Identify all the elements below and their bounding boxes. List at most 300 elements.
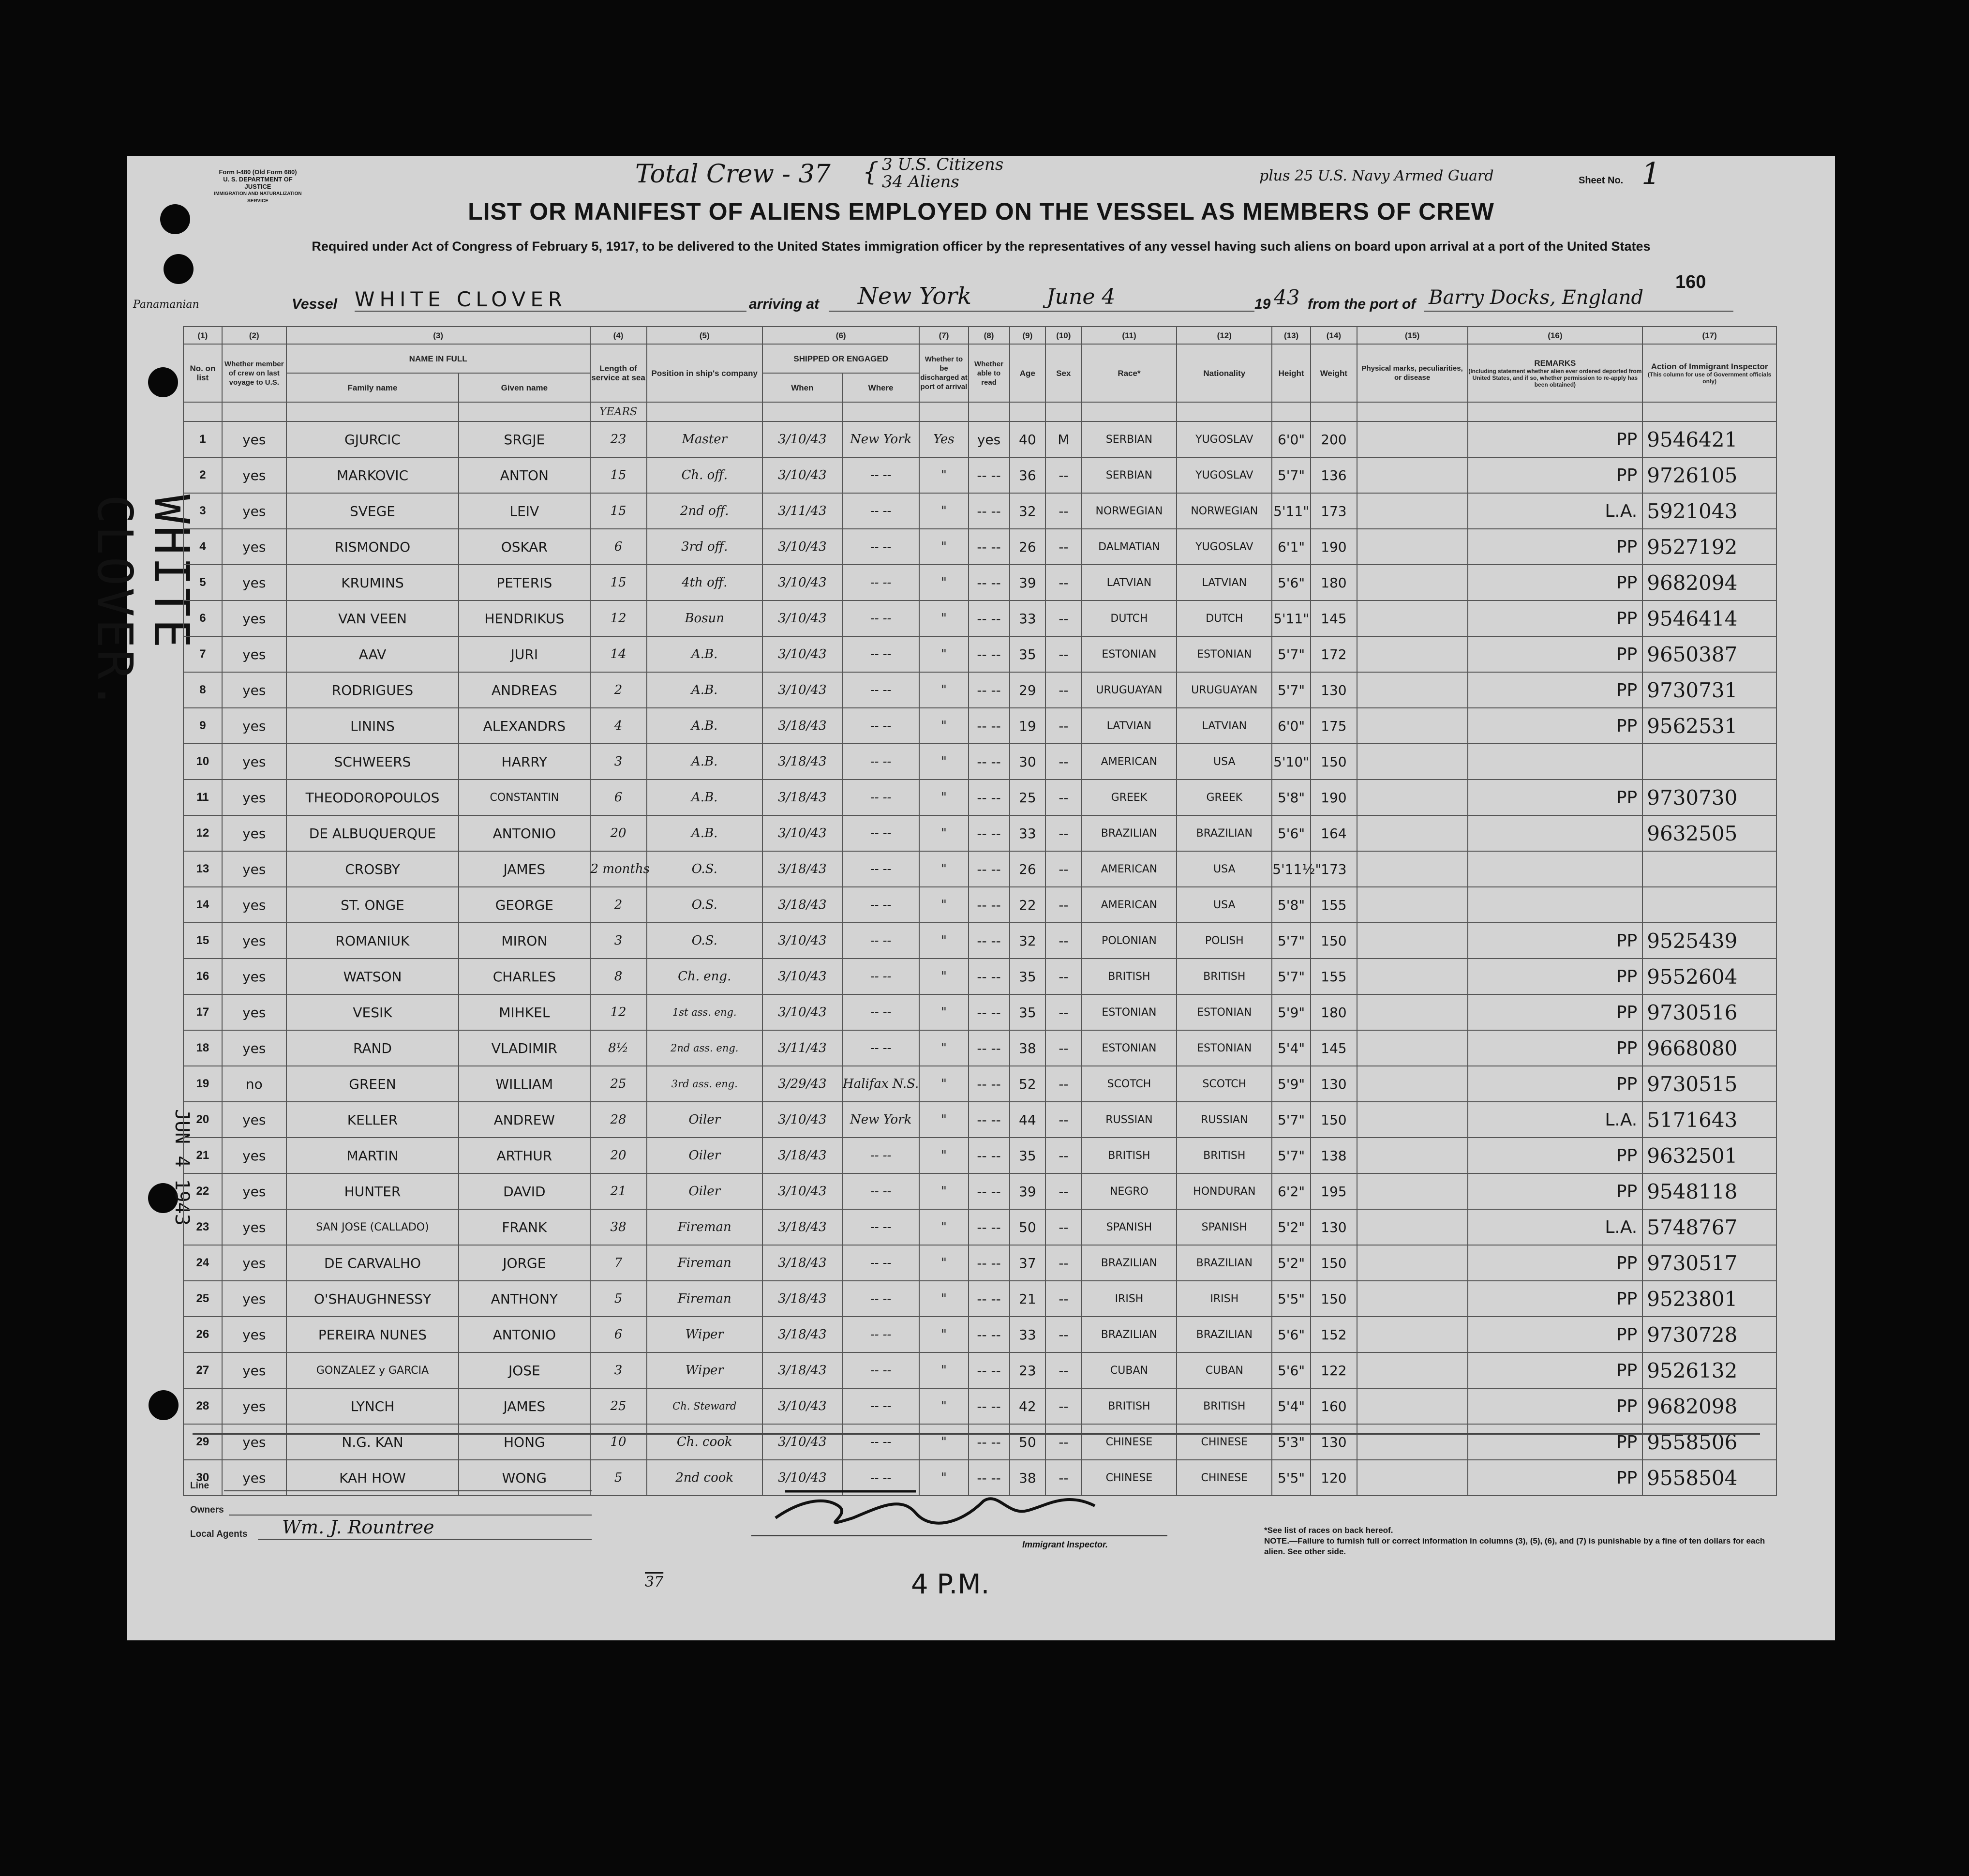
discharge-cell: " <box>919 636 968 672</box>
race-cell: RUSSIAN <box>1082 1102 1177 1138</box>
physical-marks-cell <box>1357 815 1468 851</box>
remarks-cell: L.A. <box>1468 1102 1643 1138</box>
remarks-cell: L.A. <box>1468 1209 1643 1245</box>
given-name-cell: JURI <box>459 636 590 672</box>
height-cell: 5'8" <box>1272 780 1311 815</box>
given-name-cell: HENDRIKUS <box>459 600 590 636</box>
read-cell: -- -- <box>969 565 1010 600</box>
nationality-cell: SCOTCH <box>1177 1066 1272 1102</box>
height-cell: 5'7" <box>1272 636 1311 672</box>
row-number: 19 <box>183 1066 222 1102</box>
shipped-date-cell: 3/18/43 <box>762 887 842 923</box>
last-voyage-cell: yes <box>222 600 286 636</box>
read-cell: -- -- <box>969 851 1010 887</box>
vessel-name: WHITE CLOVER <box>355 287 567 311</box>
remarks-cell: PP <box>1468 1460 1643 1496</box>
height-cell: 5'7" <box>1272 1102 1311 1138</box>
race-cell: BRAZILIAN <box>1082 1245 1177 1281</box>
shipped-date-cell: 3/18/43 <box>762 780 842 815</box>
inspector-action-cell: 5171643 <box>1642 1102 1776 1138</box>
nationality-cell: USA <box>1177 744 1272 780</box>
given-name-cell: DAVID <box>459 1173 590 1209</box>
age-cell: 21 <box>1010 1281 1045 1317</box>
col-given: Given name <box>459 373 590 402</box>
height-cell: 5'8" <box>1272 887 1311 923</box>
read-cell: -- -- <box>969 744 1010 780</box>
position-cell: A.B. <box>647 636 762 672</box>
service-cell: 38 <box>590 1209 647 1245</box>
service-cell: 10 <box>590 1424 647 1460</box>
inspector-action-cell: 5748767 <box>1642 1209 1776 1245</box>
service-cell: 2 months <box>590 851 647 887</box>
shipped-date-cell: 3/18/43 <box>762 744 842 780</box>
race-cell: IRISH <box>1082 1281 1177 1317</box>
race-cell: BRITISH <box>1082 1138 1177 1173</box>
row-number: 15 <box>183 923 222 959</box>
col-action: Action of Immigrant Inspector (This column for use of Government officials only) <box>1642 344 1776 402</box>
punch-hole <box>148 367 178 397</box>
table-row <box>183 1317 1776 1352</box>
remarks-cell: PP <box>1468 421 1643 457</box>
family-name-cell: LININS <box>286 708 459 744</box>
physical-marks-cell <box>1357 887 1468 923</box>
age-cell: 40 <box>1010 421 1045 457</box>
remarks-cell: PP <box>1468 959 1643 994</box>
weight-cell: 138 <box>1311 1138 1357 1173</box>
shipped-place-cell: New York <box>842 1102 920 1138</box>
given-name-cell: SRGJE <box>459 421 590 457</box>
remarks-cell: PP <box>1468 994 1643 1030</box>
position-cell: Oiler <box>647 1102 762 1138</box>
read-cell: -- -- <box>969 994 1010 1030</box>
shipped-place-cell: -- -- <box>842 1245 920 1281</box>
shipped-place-cell: -- -- <box>842 780 920 815</box>
nationality-cell: GREEK <box>1177 780 1272 815</box>
row-number: 16 <box>183 959 222 994</box>
shipped-date-cell: 3/11/43 <box>762 1030 842 1066</box>
table-row <box>183 1245 1776 1281</box>
discharge-cell: " <box>919 1281 968 1317</box>
year-label: 19 <box>1254 296 1271 312</box>
remarks-cell: PP <box>1468 1066 1643 1102</box>
sex-cell: -- <box>1045 708 1081 744</box>
age-cell: 39 <box>1010 1173 1045 1209</box>
nationality-cell: SPANISH <box>1177 1209 1272 1245</box>
shipped-place-cell: -- -- <box>842 851 920 887</box>
nationality-cell: CHINESE <box>1177 1460 1272 1496</box>
given-name-cell: VLADIMIR <box>459 1030 590 1066</box>
remarks-cell: PP <box>1468 1424 1643 1460</box>
nationality-cell: BRITISH <box>1177 1388 1272 1424</box>
last-voyage-cell: yes <box>222 994 286 1030</box>
given-name-cell: HONG <box>459 1424 590 1460</box>
physical-marks-cell <box>1357 636 1468 672</box>
physical-marks-cell <box>1357 1424 1468 1460</box>
remarks-cell: PP <box>1468 1317 1643 1352</box>
table-row <box>183 1030 1776 1066</box>
shipped-place-cell: -- -- <box>842 887 920 923</box>
race-cell: ESTONIAN <box>1082 994 1177 1030</box>
nationality-cell: LATVIAN <box>1177 708 1272 744</box>
form-number: Form I-480 (Old Form 680) <box>219 168 297 176</box>
row-number: 24 <box>183 1245 222 1281</box>
shipped-date-cell: 3/10/43 <box>762 1173 842 1209</box>
nationality-cell: BRAZILIAN <box>1177 815 1272 851</box>
sex-cell: -- <box>1045 1066 1081 1102</box>
last-voyage-cell: yes <box>222 1209 286 1245</box>
service-name: IMMIGRATION AND NATURALIZATION SERVICE <box>214 191 302 204</box>
flag-note: Panamanian <box>133 299 199 311</box>
last-voyage-cell: yes <box>222 529 286 565</box>
col-no: No. on list <box>183 344 222 402</box>
discharge-cell: " <box>919 600 968 636</box>
shipped-place-cell: -- -- <box>842 1030 920 1066</box>
physical-marks-cell <box>1357 1209 1468 1245</box>
shipped-date-cell: 3/10/43 <box>762 923 842 959</box>
shipped-place-cell: -- -- <box>842 1173 920 1209</box>
nationality-cell: USA <box>1177 887 1272 923</box>
read-cell: -- -- <box>969 529 1010 565</box>
race-cell: ESTONIAN <box>1082 1030 1177 1066</box>
inspector-action-cell: 9682094 <box>1642 565 1776 600</box>
weight-cell: 173 <box>1311 851 1357 887</box>
last-voyage-cell: yes <box>222 1138 286 1173</box>
shipped-place-cell: New York <box>842 421 920 457</box>
remarks-cell: PP <box>1468 1030 1643 1066</box>
weight-cell: 155 <box>1311 887 1357 923</box>
given-name-cell: JAMES <box>459 1388 590 1424</box>
age-cell: 22 <box>1010 887 1045 923</box>
height-cell: 5'10" <box>1272 744 1311 780</box>
row-number: 17 <box>183 994 222 1030</box>
height-cell: 5'5" <box>1272 1281 1311 1317</box>
inspector-action-cell <box>1642 851 1776 887</box>
inspector-action-cell: 9730516 <box>1642 994 1776 1030</box>
last-voyage-cell: yes <box>222 493 286 529</box>
col-where: Where <box>842 373 920 402</box>
discharge-cell: " <box>919 994 968 1030</box>
position-cell: 2nd cook <box>647 1460 762 1496</box>
shipped-place-cell: -- -- <box>842 1281 920 1317</box>
nationality-cell: ESTONIAN <box>1177 1030 1272 1066</box>
inspector-action-cell: 9558506 <box>1642 1424 1776 1460</box>
physical-marks-cell <box>1357 1245 1468 1281</box>
inspector-action-cell: 9668080 <box>1642 1030 1776 1066</box>
col-age: Age <box>1010 344 1045 402</box>
age-cell: 32 <box>1010 923 1045 959</box>
shipped-date-cell: 3/10/43 <box>762 636 842 672</box>
last-voyage-cell: no <box>222 1066 286 1102</box>
height-cell: 5'6" <box>1272 565 1311 600</box>
service-cell: 12 <box>590 994 647 1030</box>
race-cell: SCOTCH <box>1082 1066 1177 1102</box>
race-cell: NORWEGIAN <box>1082 493 1177 529</box>
service-cell: 3 <box>590 1352 647 1388</box>
row-number: 4 <box>183 529 222 565</box>
table-row <box>183 529 1776 565</box>
family-name-cell: CROSBY <box>286 851 459 887</box>
physical-marks-cell <box>1357 1281 1468 1317</box>
age-cell: 52 <box>1010 1066 1045 1102</box>
table-row <box>183 672 1776 708</box>
shipped-place-cell: -- -- <box>842 959 920 994</box>
remarks-cell <box>1468 744 1643 780</box>
service-cell: 23 <box>590 421 647 457</box>
sex-cell: -- <box>1045 1281 1081 1317</box>
age-cell: 26 <box>1010 529 1045 565</box>
read-cell: -- -- <box>969 1030 1010 1066</box>
time-note: 4 P.M. <box>911 1569 990 1600</box>
col-when: When <box>762 373 842 402</box>
race-cell: BRAZILIAN <box>1082 815 1177 851</box>
last-voyage-cell: yes <box>222 1424 286 1460</box>
age-cell: 39 <box>1010 565 1045 600</box>
age-cell: 25 <box>1010 780 1045 815</box>
row-number: 5 <box>183 565 222 600</box>
read-cell: -- -- <box>969 780 1010 815</box>
height-cell: 6'1" <box>1272 529 1311 565</box>
table-row <box>183 1388 1776 1424</box>
family-name-cell: MARKOVIC <box>286 457 459 493</box>
discharge-cell: " <box>919 923 968 959</box>
given-name-cell: MIHKEL <box>459 994 590 1030</box>
position-cell: A.B. <box>647 780 762 815</box>
weight-cell: 164 <box>1311 815 1357 851</box>
inspector-action-cell: 9558504 <box>1642 1460 1776 1496</box>
physical-marks-cell <box>1357 1102 1468 1138</box>
age-cell: 23 <box>1010 1352 1045 1388</box>
shipped-place-cell: -- -- <box>842 994 920 1030</box>
service-cell: 20 <box>590 1138 647 1173</box>
weight-cell: 130 <box>1311 672 1357 708</box>
service-cell: 5 <box>590 1281 647 1317</box>
shipped-place-cell: -- -- <box>842 923 920 959</box>
weight-cell: 200 <box>1311 421 1357 457</box>
departure-port: Barry Docks, England <box>1429 286 1644 309</box>
age-cell: 19 <box>1010 708 1045 744</box>
table-row <box>183 1281 1776 1317</box>
race-cell: CHINESE <box>1082 1460 1177 1496</box>
physical-marks-cell <box>1357 1138 1468 1173</box>
nationality-cell: BRAZILIAN <box>1177 1245 1272 1281</box>
shipped-place-cell: -- -- <box>842 457 920 493</box>
given-name-cell: OSKAR <box>459 529 590 565</box>
sex-cell: -- <box>1045 1173 1081 1209</box>
height-cell: 5'2" <box>1272 1209 1311 1245</box>
shipped-place-cell: -- -- <box>842 1352 920 1388</box>
inspector-action-cell <box>1642 744 1776 780</box>
years-note: YEARS <box>590 402 647 421</box>
row-number: 14 <box>183 887 222 923</box>
read-cell: -- -- <box>969 815 1010 851</box>
race-cell: LATVIAN <box>1082 565 1177 600</box>
age-cell: 42 <box>1010 1388 1045 1424</box>
last-voyage-cell: yes <box>222 1460 286 1496</box>
last-voyage-cell: yes <box>222 672 286 708</box>
read-cell: -- -- <box>969 1281 1010 1317</box>
row-number: 22 <box>183 1173 222 1209</box>
last-voyage-cell: yes <box>222 1030 286 1066</box>
arrival-year: 43 <box>1274 285 1300 309</box>
read-cell: -- -- <box>969 1066 1010 1102</box>
height-cell: 5'5" <box>1272 1460 1311 1496</box>
nationality-cell: BRITISH <box>1177 1138 1272 1173</box>
position-cell: Bosun <box>647 600 762 636</box>
vessel-label: Vessel <box>292 296 337 312</box>
nationality-cell: HONDURAN <box>1177 1173 1272 1209</box>
service-cell: 5 <box>590 1460 647 1496</box>
shipped-date-cell: 3/18/43 <box>762 1281 842 1317</box>
col-race: Race* <box>1082 344 1177 402</box>
shipped-date-cell: 3/10/43 <box>762 815 842 851</box>
service-cell: 14 <box>590 636 647 672</box>
read-cell: -- -- <box>969 672 1010 708</box>
service-cell: 25 <box>590 1388 647 1424</box>
shipped-date-cell: 3/10/43 <box>762 529 842 565</box>
given-name-cell: ANTONIO <box>459 1317 590 1352</box>
inspector-action-cell: 9546414 <box>1642 600 1776 636</box>
row-number: 8 <box>183 672 222 708</box>
position-cell: 4th off. <box>647 565 762 600</box>
row-number: 30 <box>183 1460 222 1496</box>
age-cell: 33 <box>1010 1317 1045 1352</box>
height-cell: 6'2" <box>1272 1173 1311 1209</box>
age-cell: 36 <box>1010 457 1045 493</box>
height-cell: 5'7" <box>1272 923 1311 959</box>
table-row <box>183 887 1776 923</box>
nationality-cell: NORWEGIAN <box>1177 493 1272 529</box>
remarks-cell: PP <box>1468 1388 1643 1424</box>
weight-cell: 130 <box>1311 1066 1357 1102</box>
row-number: 10 <box>183 744 222 780</box>
crew-table: (1) (2) (3) (4) (5) (6) (7) (8) (9) (10) (11) (12) (13) (14) (15) (16) (17) No. on list Whether member of crew on last voyage to U.S. NAME IN FULL Length of service at sea Position in ship's company SHIPPED OR ENGAGED Whether to be discharged at port of arrival Whether able to read Age Sex Race* Nationality Height Weight Physical marks, peculiarities, or disease REMARKS (Including statement whether alien ever ordered deported from United States, and if so, whether permission to re-apply has been obtained) Action of Immigrant Inspector (This column for use of Government officials only) Family name Given name When Where YEARS 1 yes GJURCIC SRGJE 23 Master 3/10/43 New York Yes yes 40 M SERBIAN YUGOSLAV 6'0" 200 PP 9546421 2 yes MARKOVIC ANTON 15 Ch. off. 3/10/43 -- -- " -- -- 36 -- SERBIAN YUGOSLAV 5'7" 136 PP 9726105 3 yes SVEGE LEIV 15 2nd off. 3/11/43 -- -- " -- -- 32 -- NORWEGIAN NORWEGIAN 5'11" 173 L.A. 5921043 4 yes RISMONDO OSKAR 6 3rd off. 3/10/43 -- -- " -- -- 26 -- DALMATIAN YUGOSLAV 6'1" 190 PP 9527192 5 yes KRUMINS PETERIS 15 4th off. 3/10/43 -- -- " -- -- 39 -- LATVIAN LATVIAN 5'6" 180 PP 9682094 6 yes VAN VEEN HENDRIKUS 12 Bosun 3/10/43 -- -- " -- -- 33 -- DUTCH DUTCH 5'11" 145 PP 9546414 7 yes AAV JURI 14 A.B. 3/10/43 -- -- " -- -- 35 -- ESTONIAN ESTONIAN 5'7" 172 PP 9650387 8 yes RODRIGUES ANDREAS 2 A.B. 3/10/43 -- -- " -- -- 29 -- URUGUAYAN URUGUAYAN 5'7" 130 PP 9730731 9 yes LININS ALEXANDRS 4 A.B. 3/18/43 -- -- " -- -- 19 -- LATVIAN LATVIAN 6'0" 175 PP 9562531 10 yes SCHWEERS HARRY 3 A.B. 3/18/43 -- -- " -- -- 30 -- AMERICAN USA 5'10" 150 11 yes THEODOROPOULOS CONSTANTIN 6 A.B. 3/18/43 -- -- " -- -- 25 -- GREEK GREEK 5'8" 190 PP 9730730 12 yes DE ALBUQUERQUE ANTONIO 20 A.B. 3/10/43 -- -- " -- -- 33 -- BRAZILIAN BRAZILIAN 5'6" 164 9632505 13 yes CROSBY JAMES 2 months O.S. 3/18/43 -- -- " -- -- 26 -- AMERICAN USA 5'11½" 173 14 yes ST. ONGE GEORGE 2 O.S. 3/18/43 -- -- " -- -- 22 -- AMERICAN USA 5'8" 155 15 yes ROMANIUK MIRON 3 O.S. 3/10/43 -- -- " -- -- 32 -- POLONIAN POLISH 5'7" 150 PP 9525439 16 yes WATSON CHARLES 8 Ch. eng. 3/10/43 -- -- " -- -- 35 -- BRITISH BRITISH 5'7" 155 PP 9552604 17 yes VESIK MIHKEL 12 1st ass. eng. 3/10/43 -- -- " -- -- 35 -- ESTONIAN ESTONIAN 5'9" 180 PP 9730516 18 yes RAND VLADIMIR 8½ 2nd ass. eng. 3/11/43 -- -- " -- -- 38 -- ESTONIAN ESTONIAN 5'4" 145 PP 9668080 19 no GREEN WILLIAM 25 3rd ass. eng. 3/29/43 Halifax N.S. " -- -- 52 -- SCOTCH SCOTCH 5'9" 130 PP 9730515 20 yes KELLER ANDREW 28 Oiler 3/10/43 New York " -- -- 44 -- RUSSIAN RUSSIAN 5'7" 150 L.A. 5171643 21 yes MARTIN ARTHUR 20 Oiler 3/18/43 -- -- " -- -- 35 -- BRITISH BRITISH 5'7" 138 PP 9632501 22 yes HUNTER DAVID 21 Oiler 3/10/43 -- -- " -- -- 39 -- NEGRO HONDURAN 6'2" 195 PP 9548118 23 yes SAN JOSE (CALLADO) FRANK 38 Fireman 3/18/43 -- -- " -- -- 50 -- SPANISH SPANISH 5'2" 130 L.A. 5748767 24 yes DE CARVALHO JORGE 7 Fireman 3/18/43 -- -- " -- -- 37 -- BRAZILIAN BRAZILIAN 5'2" 150 PP 9730517 25 yes O'SHAUGHNESSY ANTHONY 5 Fireman 3/18/43 -- -- " -- -- 21 -- IRISH IRISH 5'5" 150 PP 9523801 26 yes PEREIRA NUNES ANTONIO 6 Wiper 3/18/43 -- -- " -- -- 33 -- BRAZILIAN BRAZILIAN 5'6" 152 PP 9730728 27 yes GONZALEZ y GARCIA JOSE 3 Wiper 3/18/43 -- -- " -- -- 23 -- CUBAN CUBAN 5'6" 122 PP 9526132 28 yes LYNCH JAMES 25 Ch. Steward 3/10/43 -- -- " -- -- 42 -- BRITISH BRITISH 5'4" 160 PP 9682098 29 yes N.G. KAN HONG 10 Ch. cook 3/10/43 -- -- " -- -- 50 -- CHINESE CHINESE 5'3" 130 PP 9558506 30 yes KAH HOW WONG 5 2nd cook 3/10/43 -- -- " -- -- 38 -- CHINESE CHINESE 5'5" 120 PP 9558504 <box>183 326 1777 1496</box>
department: U. S. DEPARTMENT OF JUSTICE <box>223 176 293 190</box>
position-cell: A.B. <box>647 708 762 744</box>
row-number: 9 <box>183 708 222 744</box>
nationality-cell: BRAZILIAN <box>1177 1317 1272 1352</box>
race-cell: DUTCH <box>1082 600 1177 636</box>
sex-cell: -- <box>1045 1388 1081 1424</box>
inspector-action-cell: 9562531 <box>1642 708 1776 744</box>
read-cell: -- -- <box>969 708 1010 744</box>
read-cell: -- -- <box>969 923 1010 959</box>
discharge-cell: " <box>919 744 968 780</box>
age-cell: 38 <box>1010 1460 1045 1496</box>
weight-cell: 180 <box>1311 565 1357 600</box>
col-position: Position in ship's company <box>647 344 762 402</box>
given-name-cell: MIRON <box>459 923 590 959</box>
sex-cell: -- <box>1045 493 1081 529</box>
height-cell: 5'9" <box>1272 994 1311 1030</box>
shipped-date-cell: 3/18/43 <box>762 1245 842 1281</box>
age-cell: 33 <box>1010 815 1045 851</box>
row-number: 1 <box>183 421 222 457</box>
race-cell: NEGRO <box>1082 1173 1177 1209</box>
table-row <box>183 1209 1776 1245</box>
weight-cell: 120 <box>1311 1460 1357 1496</box>
discharge-cell: " <box>919 1102 968 1138</box>
col-weight: Weight <box>1311 344 1357 402</box>
family-name-cell: N.G. KAN <box>286 1424 459 1460</box>
shipped-date-cell: 3/10/43 <box>762 421 842 457</box>
nationality-cell: POLISH <box>1177 923 1272 959</box>
row-number: 29 <box>183 1424 222 1460</box>
height-cell: 5'7" <box>1272 1138 1311 1173</box>
given-name-cell: JOSE <box>459 1352 590 1388</box>
weight-cell: 150 <box>1311 744 1357 780</box>
sex-cell: M <box>1045 421 1081 457</box>
weight-cell: 150 <box>1311 1281 1357 1317</box>
service-cell: 15 <box>590 493 647 529</box>
read-cell: -- -- <box>969 1245 1010 1281</box>
read-cell: -- -- <box>969 1317 1010 1352</box>
discharge-cell: " <box>919 887 968 923</box>
service-cell: 12 <box>590 600 647 636</box>
from-port-label: from the port of <box>1308 296 1416 312</box>
arrival-port: New York <box>858 283 972 310</box>
race-cell: BRITISH <box>1082 959 1177 994</box>
age-cell: 50 <box>1010 1209 1045 1245</box>
nationality-cell: DUTCH <box>1177 600 1272 636</box>
arrival-date: June 4 <box>1046 285 1116 309</box>
race-cell: SERBIAN <box>1082 457 1177 493</box>
remarks-cell: PP <box>1468 1245 1643 1281</box>
discharge-cell: " <box>919 851 968 887</box>
table-row <box>183 994 1776 1030</box>
inspector-action-cell: 9726105 <box>1642 457 1776 493</box>
position-cell: 3rd off. <box>647 529 762 565</box>
position-cell: 3rd ass. eng. <box>647 1066 762 1102</box>
weight-cell: 152 <box>1311 1317 1357 1352</box>
nationality-cell: IRISH <box>1177 1281 1272 1317</box>
inspector-signature <box>756 1472 1124 1545</box>
shipped-place-cell: -- -- <box>842 744 920 780</box>
nationality-cell: YUGOSLAV <box>1177 421 1272 457</box>
race-cell: POLONIAN <box>1082 923 1177 959</box>
inspector-action-cell: 9527192 <box>1642 529 1776 565</box>
discharge-cell: " <box>919 457 968 493</box>
physical-marks-cell <box>1357 672 1468 708</box>
given-name-cell: PETERIS <box>459 565 590 600</box>
given-name-cell: LEIV <box>459 493 590 529</box>
shipped-place-cell: -- -- <box>842 529 920 565</box>
family-name-cell: KELLER <box>286 1102 459 1138</box>
shipped-date-cell: 3/10/43 <box>762 1388 842 1424</box>
position-cell: O.S. <box>647 887 762 923</box>
table-row <box>183 1138 1776 1173</box>
shipped-date-cell: 3/18/43 <box>762 851 842 887</box>
row-number: 3 <box>183 493 222 529</box>
last-voyage-cell: yes <box>222 923 286 959</box>
shipped-place-cell: -- -- <box>842 636 920 672</box>
table-row <box>183 565 1776 600</box>
given-name-cell: ALEXANDRS <box>459 708 590 744</box>
table-row <box>183 708 1776 744</box>
discharge-cell: " <box>919 1173 968 1209</box>
read-cell: yes <box>969 421 1010 457</box>
remarks-cell <box>1468 815 1643 851</box>
height-cell: 5'7" <box>1272 457 1311 493</box>
given-name-cell: ANTHONY <box>459 1281 590 1317</box>
side-date-stamp: JUN 4 1943 <box>171 1109 193 1226</box>
table-row <box>183 636 1776 672</box>
height-cell: 5'4" <box>1272 1030 1311 1066</box>
last-voyage-cell: yes <box>222 815 286 851</box>
sex-cell: -- <box>1045 1209 1081 1245</box>
sex-cell: -- <box>1045 1352 1081 1388</box>
age-cell: 35 <box>1010 994 1045 1030</box>
discharge-cell: " <box>919 493 968 529</box>
